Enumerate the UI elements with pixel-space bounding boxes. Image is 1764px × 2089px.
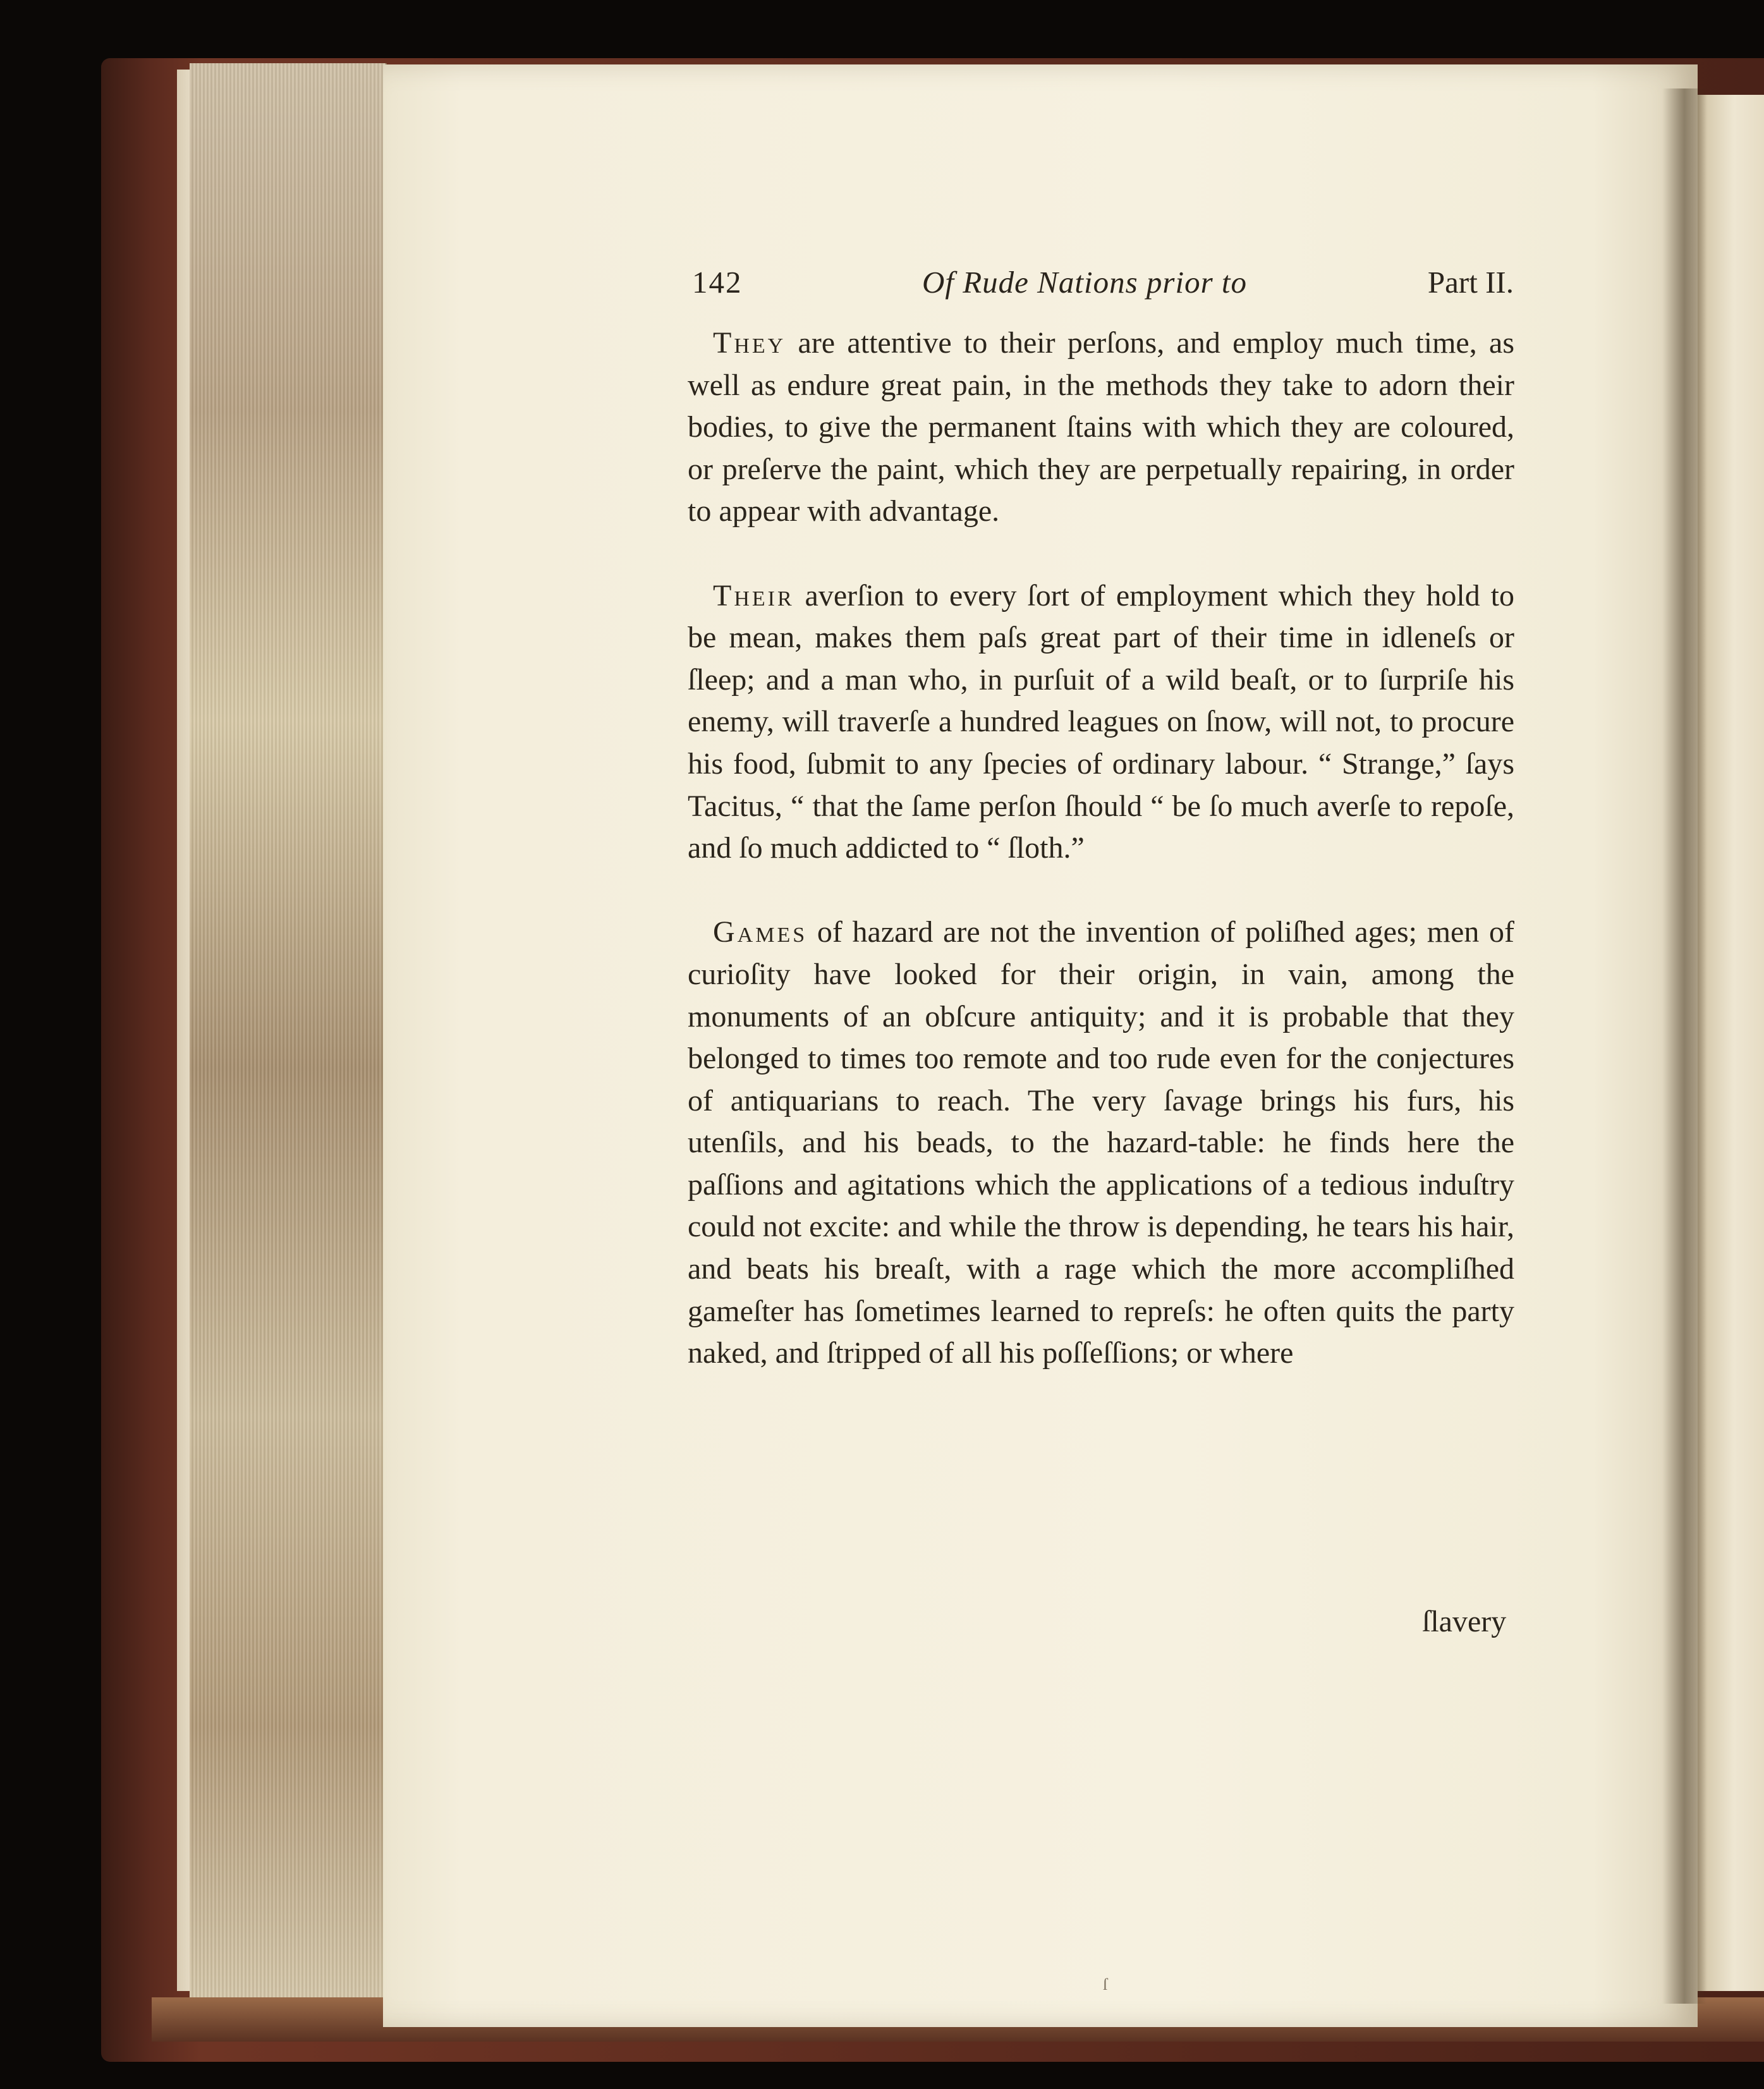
running-title: Of Rude Nations prior to xyxy=(922,265,1248,300)
page-stack-edges xyxy=(190,63,387,1997)
paragraph-lead: Games xyxy=(713,915,808,949)
paragraph-3 xyxy=(688,911,1514,1375)
page-gutter xyxy=(1662,88,1706,2004)
catchword: ſlavery xyxy=(1422,1605,1507,1638)
part-label: Part II. xyxy=(1427,265,1514,300)
paragraph-lead: They xyxy=(713,326,786,360)
body-text xyxy=(688,322,1514,1375)
footer-mark: ſ xyxy=(1103,1975,1108,1994)
paragraph-2 xyxy=(688,575,1514,870)
paragraph-text: of hazard are not the invention of poliſhed ages; men of curioſity have looked for their origin, in vain, among the monuments of an obſcure antiquity; and it is probable that they belonged to times too remote and too rude even for the conjectures of antiquarians to reach. The very ſavage brings his furs, his utenſils, and his beads, to the hazard-table: he finds here the paſſions and agitations which the applications of a tedious induſtry could not excite: and while the throw is depending, he tears his hair, and beats his breaſt, with a rage which the more accompliſhed gameſter has ſometimes learned to repreſs: he often quits the party naked, and ſtripped of all his poſſeſſions; or where xyxy=(688,915,1514,1370)
page-number: 142 xyxy=(692,265,743,300)
paragraph-lead: Their xyxy=(713,578,794,612)
running-head xyxy=(692,264,1514,315)
paragraph-text: are attentive to their perſons, and employ much time, as well as endure great pain, in the methods they take to adorn their bodies, to give the permanent ſtains with which they are coloured, or preſerve the paint, which they are perpetually repairing, in order to appear with advantage. xyxy=(688,326,1514,528)
paragraph-1 xyxy=(688,322,1514,533)
paragraph-text: averſion to every ſort of employment which they hold to be mean, makes them paſs great part of their time in idleneſs or ſleep; and a man who, in purſuit of a wild beaſt, or to ſurpriſe his enemy, will traverſe a hundred leagues on ſnow, will not, to procure his food, ſubmit to any ſpecies of ordinary labour. “ Strange,” ſays Tacitus, “ that the ſame perſon ſhould “ be ſo much averſe to repoſe, and ſo much addicted to “ ſloth.” xyxy=(688,578,1514,865)
